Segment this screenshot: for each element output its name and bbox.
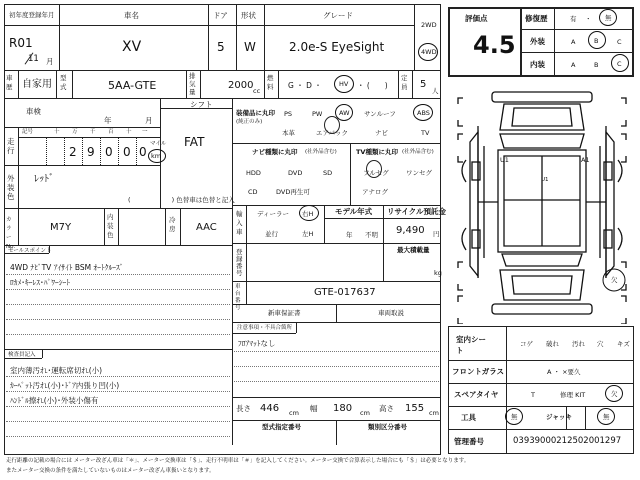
first-reg-label: 初年度登録年月	[9, 11, 55, 19]
spare-tire-selected: 欠	[611, 390, 618, 398]
max-load-unit: kg	[434, 269, 442, 277]
equipment-label: 装備品に丸印	[236, 109, 275, 117]
inspection-label: 車検	[26, 107, 41, 116]
navi-dvd: DVD	[288, 169, 303, 177]
tools-selected: 無	[511, 413, 518, 421]
footer-line-2: またメーター交換の条件を満たしていないものはメーター改ざん車扱いとなります。	[6, 468, 215, 474]
first-reg-month: 11	[28, 54, 39, 64]
spare-tire-t: T	[531, 391, 535, 399]
first-reg-era: R01	[9, 36, 33, 50]
interior-color-label: 内装色	[107, 213, 114, 239]
displacement-label: 排気量	[189, 72, 196, 96]
navi-sd: SD	[323, 169, 333, 177]
capacity-label: 定員	[401, 74, 408, 91]
model-year-label: モデル年式	[335, 207, 373, 216]
recycle-unit: 円	[433, 230, 440, 238]
first-reg-month-unit: 月	[46, 57, 54, 66]
ac-value: AAC	[196, 222, 217, 233]
fuel-tail: ・ ( )	[357, 81, 388, 90]
mileage-header-0: 記号	[22, 129, 34, 135]
management-value: 0393900021250200​1297	[513, 436, 622, 446]
repair-sep: ・	[585, 15, 592, 23]
mileage-km: km	[151, 152, 162, 160]
height-label: 高さ	[379, 404, 394, 413]
footer-line-1: 走行距離の記載の場合には メーター改ざん車は「＊」、メーター交換車は「＄」、走行不明車は「＃」を記入してください。メーター交換で合算表示した場合にも「＄」は必要となります。	[6, 458, 470, 464]
model-code: 5AA-GTE	[108, 79, 157, 92]
width-unit: cm	[360, 409, 370, 417]
model-name-label: 車名	[124, 11, 139, 20]
sales-point-line-1: 4WD ﾅﾋﾞTV ｱｲｻｲﾄ BSM ｵｰﾄｸﾙｰｽﾞ	[10, 263, 124, 272]
exterior-label: 外装	[530, 37, 545, 46]
equipment-sublabel: (純正のみ)	[236, 119, 263, 125]
spare-tire-label: スペアタイヤ	[454, 390, 499, 399]
tools-label: 工具	[461, 413, 476, 422]
width-label: 幅	[310, 404, 318, 413]
mileage-header-5: 十	[126, 129, 132, 135]
equip-aw: AW	[339, 109, 350, 117]
tv-sub: (社外品含む)	[402, 149, 434, 155]
chassis-value: GTE-017637	[314, 287, 376, 298]
color-note: ( ) 色替車は色替と記入	[128, 196, 235, 204]
tv-oneseg: ワンセグ	[406, 169, 432, 177]
diagram-a1-right: A1	[581, 156, 590, 164]
fuel-options: G ・ D ・	[288, 81, 322, 90]
inspector-line-1: 室内薄汚れ･運転席切れ(小)	[10, 366, 103, 375]
mileage-digit-0: 2	[69, 145, 77, 159]
inspection-month: 月	[145, 116, 153, 125]
exterior-a: A	[571, 38, 576, 46]
interior-seat-item-0: コゲ	[520, 340, 533, 348]
mileage-label: 走行	[7, 137, 15, 155]
notes-value: ﾌﾛｱﾏｯﾄなし	[238, 339, 276, 348]
interior-c: C	[617, 60, 622, 68]
color-code: M7Y	[50, 222, 72, 233]
navi-sub: (社外品含む)	[305, 149, 337, 155]
equip-tv: TV	[421, 129, 430, 137]
equip-leather: 本革	[282, 129, 295, 137]
navi-label: ナビ種類に丸印	[252, 148, 298, 156]
displacement: 2000	[228, 80, 254, 91]
equip-sunroof: サンルーフ	[364, 110, 396, 118]
interior-b: B	[594, 61, 599, 69]
model-code-label: 型式	[60, 74, 67, 91]
exterior-b: B	[594, 37, 599, 45]
usage: 自家用	[22, 79, 52, 90]
equip-abs: ABS	[417, 109, 430, 117]
inspection-year: 年	[104, 116, 112, 125]
inspector-line-3: ﾊﾝﾄﾞﾙ擦れ(小)･外装小傷有	[10, 396, 99, 405]
grade-label: グレード	[323, 11, 353, 20]
type-label: 型式指定番号	[262, 423, 301, 431]
front-glass-value: A ・ ×要久	[547, 368, 581, 376]
length-unit: cm	[289, 409, 299, 417]
mileage-unit-mile: マイル	[150, 141, 167, 147]
model-name: XV	[122, 39, 142, 55]
import-right: 右H	[302, 210, 314, 218]
import-left: 左H	[302, 230, 314, 238]
front-glass-label: フロントガラス	[452, 367, 505, 376]
mileage-header-4: 百	[108, 129, 114, 135]
sales-point-line-2: ﾛｶﾒ･ｷｰﾚｽ･ﾊﾟﾜｰｼｰﾄ	[10, 278, 70, 287]
tv-analog: アナログ	[362, 188, 388, 196]
equip-ps: PS	[284, 110, 293, 118]
capacity: 5	[420, 79, 427, 90]
mileage-digit-3: 0	[123, 145, 131, 159]
diagram-u1-center: U1	[541, 177, 549, 183]
inspector-label: 検査員記入	[8, 352, 36, 358]
exterior-c: C	[617, 38, 622, 46]
import-dealer: ディーラー	[257, 210, 289, 218]
color-label: 外装色	[7, 174, 15, 201]
length-value: 446	[260, 403, 280, 414]
car-diagram	[448, 82, 636, 324]
equip-navi: ナビ	[375, 129, 388, 137]
repair-yes: 有	[570, 15, 577, 23]
spare-tire-kit: 修理 KIT	[560, 391, 586, 399]
reg-no-label: 登録番号	[236, 248, 243, 277]
drive-4wd: 4WD	[421, 48, 437, 56]
grade: 2.0e-S EyeSight	[289, 40, 385, 54]
doors-label: ドア	[213, 11, 228, 20]
doc-warranty: 新車保証書	[268, 309, 301, 317]
model-year-unit: 年	[346, 231, 353, 239]
navi-cd: CD	[248, 188, 258, 196]
tv-label: TV種類に丸印	[356, 148, 398, 156]
notes-label: 注意事項・不具合箇所	[237, 325, 293, 331]
shift-label: シフト	[190, 100, 213, 109]
doc-manual: 車両取説	[378, 309, 404, 317]
color-code-label: カラーNo.	[6, 217, 16, 250]
displacement-unit: cc	[253, 87, 261, 95]
import-label: 輸入車	[236, 210, 243, 236]
ac-label: 冷房	[169, 216, 176, 233]
equip-airbag: エアバック	[316, 129, 348, 137]
shape: W	[244, 40, 256, 54]
interior-seat-item-2: 汚れ	[572, 340, 585, 348]
doors: 5	[217, 40, 225, 54]
tv-fullseg: フルセグ	[363, 169, 389, 177]
class-label: 類別区分番号	[368, 423, 407, 431]
height-value: 155	[405, 403, 425, 414]
capacity-unit: 人	[432, 87, 439, 95]
mileage-header-1: 十	[54, 129, 60, 135]
repair-none: 無	[605, 14, 612, 22]
interior-seat-item-1: 破れ	[546, 340, 559, 348]
mileage-digit-1: 9	[87, 145, 95, 159]
fuel-hv: HV	[339, 80, 349, 88]
management-label: 管理番号	[454, 437, 484, 446]
interior-seat-label: 室内シート	[456, 335, 486, 355]
mileage-digit-2: 0	[105, 145, 113, 159]
mileage-header-3: 千	[90, 129, 96, 135]
navi-dvd-play: DVD再生可	[276, 188, 310, 196]
drive-2wd: 2WD	[421, 21, 437, 29]
interior-seat-item-3: 穴	[597, 340, 604, 348]
tv-fullseg-circle	[366, 160, 382, 178]
diagram-u1-left: U1	[500, 156, 509, 164]
fuel-label: 燃料	[267, 74, 274, 91]
shift-value: FAT	[184, 135, 205, 149]
mileage-header-6: 一	[142, 129, 148, 135]
overall-score: 4.5	[473, 31, 516, 59]
score-label: 評価点	[465, 14, 488, 23]
inspector-line-2: ｶｰﾍﾟｯﾄ汚れ(小)･ﾄﾞｱ内張り凹(小)	[10, 381, 120, 390]
width-value: 180	[333, 403, 353, 414]
equip-airbag-circle	[324, 116, 340, 134]
import-parallel: 並行	[265, 230, 278, 238]
height-unit: cm	[429, 409, 439, 417]
color-value: ﾚｯﾄﾞ	[34, 174, 54, 185]
navi-hdd: HDD	[246, 169, 261, 177]
recycle-value: 9,490	[396, 225, 425, 236]
repair-label: 修復歴	[525, 14, 548, 23]
jack-selected: 無	[603, 413, 610, 421]
mileage-digit-4: 0	[139, 145, 147, 159]
interior-a: A	[571, 61, 576, 69]
equip-pw: PW	[312, 110, 323, 118]
length-label: 長さ	[236, 404, 251, 413]
sales-point-label: セールスポイント	[8, 248, 52, 254]
model-year-unknown: 不明	[365, 231, 378, 239]
shape-label: 形状	[241, 11, 256, 20]
recycle-label: リサイクル預託金	[387, 207, 446, 216]
interior-label: 内装	[530, 60, 545, 69]
interior-seat-item-4: キズ	[617, 340, 630, 348]
jack-label: ジャッキ	[546, 413, 572, 421]
chassis-label: 車台番号	[235, 284, 241, 311]
mileage-header-2: 万	[72, 129, 78, 135]
diagram-note-mark: 欠	[611, 276, 618, 284]
max-load-label: 最大積載量	[397, 246, 430, 254]
usage-label: 車歴	[6, 74, 13, 91]
